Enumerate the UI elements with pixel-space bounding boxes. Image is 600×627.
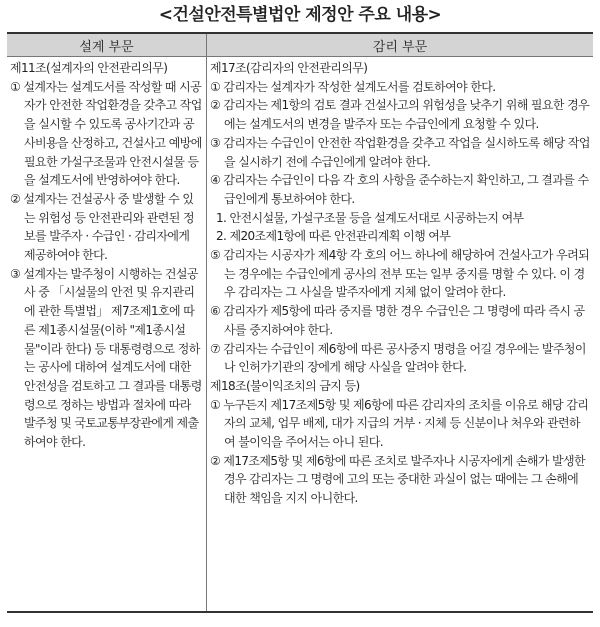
comparison-table	[7, 32, 593, 613]
page-title: <건설안전특별법안 제정안 주요 내용>	[158, 5, 442, 25]
column-header-supervision: 감리 부문	[207, 33, 594, 57]
table-header-row	[7, 33, 593, 57]
clause-item: ③ 설계자는 발주청이 시행하는 건설공사 중 「시설물의 안전 및 유지관리에 관한 특별법」 제7조제1호에 따른 제1종시설물(이하 "제1종시설물"이라 한다) 등 대통령령으로 정하는 공사에 대하여 설계도서에 대한 안전성을 검토하고 그 결과를 대통령령으로 정하는 방법과 절차에 따라 발주청 및 국토교통부장관에게 제출하여야 한다.	[10, 266, 202, 450]
clause-item: ① 설계자는 설계도서를 작성할 때 시공자가 안전한 작업환경을 갖추고 작업을 실시할 수 있도록 공사기간과 공사비용을 산정하고, 건설사고 예방에 필요한 가설구조물과 안전시설물 등을 설계도서에 반영하여야 한다.	[10, 79, 202, 188]
design-column	[7, 57, 207, 613]
article-heading: 제18조(불이익조치의 금지 등)	[210, 378, 360, 393]
clause-item: ① 감리자는 설계자가 작성한 설계도서를 검토하여야 한다.	[210, 79, 496, 94]
supervision-column	[207, 57, 594, 613]
clause-item: ② 감리자는 제1항의 검토 결과 건설사고의 위험성을 낮추기 위해 필요한 경우에는 설계도서의 변경을 발주자 또는 수급인에게 요청할 수 있다.	[210, 98, 590, 132]
sub-item: 1. 안전시설물, 가설구조물 등을 설계도서대로 시공하는지 여부	[216, 210, 524, 225]
table-body-row	[7, 57, 593, 613]
column-header-design: 설계 부문	[7, 33, 207, 57]
clause-item: ⑦ 감리자는 수급인이 제6항에 따른 공사중지 명령을 어길 경우에는 발주청이나 인허가기관의 장에게 해당 사실을 알려야 한다.	[210, 341, 586, 375]
clause-item: ⑥ 감리자가 제5항에 따라 중지를 명한 경우 수급인은 그 명령에 따라 즉시 공사를 중지하여야 한다.	[210, 304, 585, 337]
clause-item: ⑤ 감리자는 시공자가 제4항 각 호의 어느 하나에 해당하여 건설사고가 우려되는 경우에는 수급인에게 공사의 전부 또는 일부 중지를 명할 수 있다. 이 경우 감리자는 그 사실을 발주자에게 지체 없이 알려야 한다.	[210, 248, 590, 300]
article-heading: 제17조(감리자의 안전관리의무)	[210, 61, 368, 75]
clause-item: ① 누구든지 제17조제5항 및 제6항에 따른 감리자의 조치를 이유로 해당 감리자의 교체, 업무 배제, 대가 지급의 거부 · 지체 등 신분이나 처우와 관련하여 불이익을 주어서는 아니 된다.	[210, 397, 589, 450]
clause-item: ③ 감리자는 수급인이 안전한 작업환경을 갖추고 작업을 실시하도록 해당 작업을 실시하기 전에 수급인에게 알려야 한다.	[210, 135, 590, 169]
sub-item: 2. 제20조제1항에 따른 안전관리계획 이행 여부	[216, 229, 451, 244]
clause-item: ② 설계자는 건설공사 중 발생할 수 있는 위험성 등 안전관리와 관련된 정보를 발주자 · 수급인 · 감리자에게 제공하여야 한다.	[10, 191, 194, 263]
clause-item: ② 제17조제5항 및 제6항에 따른 조치로 발주자나 시공자에게 손해가 발생한 경우 감리자는 그 명령에 고의 또는 중대한 과실이 없는 때에는 그 손해에 대한 책임을 지지 아니한다.	[210, 453, 586, 506]
article-heading: 제11조(설계자의 안전관리의무)	[10, 61, 168, 75]
clause-item: ④ 감리자는 수급인이 다음 각 호의 사항을 준수하는지 확인하고, 그 결과를 수급인에게 통보하여야 한다.	[210, 173, 589, 206]
